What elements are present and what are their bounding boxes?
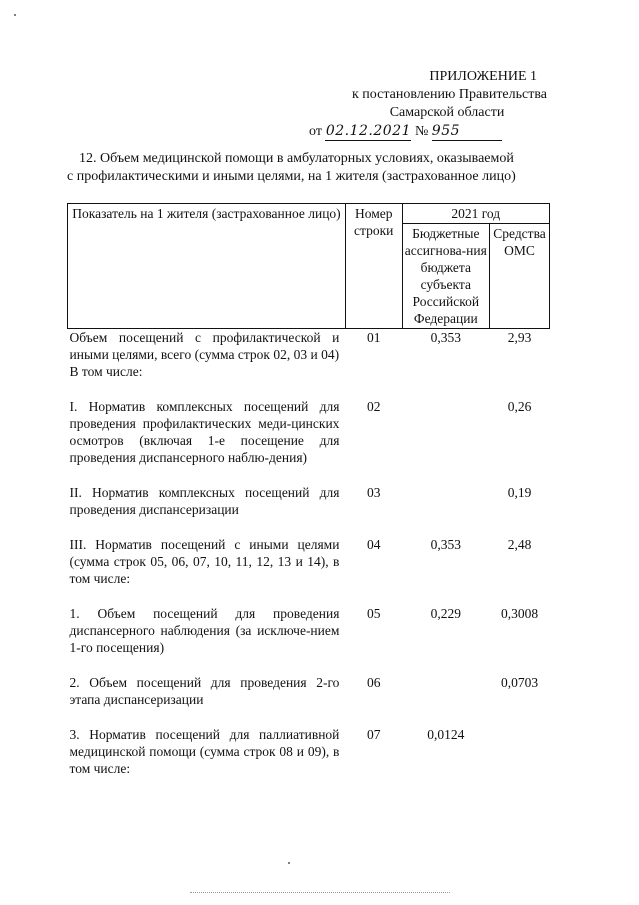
row-budget: 0,353 xyxy=(430,330,461,345)
row-number: 07 xyxy=(366,727,381,742)
title-line-2: с профилактическими и иными целями, на 1 жителя (застрахованное лицо) xyxy=(67,169,516,184)
row-label: 1. Объем посещений для проведения диспансерного наблюдения (за исключе-нием 1-го посещения) xyxy=(69,606,340,655)
region-line: Самарской области xyxy=(389,105,505,120)
handwritten-date: 02.12.2021 xyxy=(325,123,412,139)
row-budget xyxy=(402,674,490,708)
table-header-row xyxy=(68,204,550,224)
scan-speck xyxy=(14,14,16,16)
row-label: 3. Норматив посещений для паллиативной медицинской помощи (сумма строк 08 и 09), в том числе: xyxy=(69,727,340,776)
row-oms: 0,19 xyxy=(507,485,532,500)
header-oms: Средства ОМС xyxy=(490,224,550,329)
header-indicator: Показатель на 1 жителя (застрахованное лицо) xyxy=(68,204,346,329)
scan-edge-artifact xyxy=(190,892,450,893)
row-budget: 0,0124 xyxy=(427,727,465,742)
row-oms: 2,48 xyxy=(507,537,532,552)
row-oms xyxy=(490,726,550,777)
table-row xyxy=(68,605,550,656)
row-number: 06 xyxy=(366,675,381,690)
date-number-line xyxy=(287,122,547,141)
table-row xyxy=(68,536,550,587)
row-label: II. Норматив комплексных посещений для проведения диспансеризации xyxy=(69,485,340,517)
table-row xyxy=(68,398,550,466)
appendix-title: ПРИЛОЖЕНИЕ 1 xyxy=(429,69,537,84)
row-label: I. Норматив комплексных посещений для проведения профилактических меди-цинских осмотров (включая 1-е посещение для проведения диспансерного наблю-дения) xyxy=(69,399,340,465)
row-budget: 0,353 xyxy=(430,537,461,552)
row-oms: 0,0703 xyxy=(500,675,539,690)
header-budget: Бюджетные ассигнова-ния бюджета субъекта Российской Федерации xyxy=(402,224,490,329)
scan-speck xyxy=(288,862,290,864)
date-prefix: от xyxy=(309,124,322,139)
table-row xyxy=(68,674,550,708)
row-budget xyxy=(402,484,490,518)
row-number: 01 xyxy=(366,330,381,345)
row-budget xyxy=(402,398,490,466)
row-label: III. Норматив посещений с иными целями (сумма строк 05, 06, 07, 10, 11, 12, 13 и 14), в том числе: xyxy=(69,537,340,586)
handwritten-number: 955 xyxy=(432,122,502,141)
resolution-line: к постановлению Правительства xyxy=(351,87,547,102)
document-header xyxy=(287,68,547,141)
row-budget: 0,229 xyxy=(430,606,461,621)
row-label: Объем посещений с профилактической и иными целями, всего (сумма строк 02, 03 и 04) xyxy=(69,330,340,362)
table-row xyxy=(68,484,550,518)
table-row xyxy=(68,329,550,381)
row-sublabel: В том числе: xyxy=(69,364,143,379)
header-year: 2021 год xyxy=(402,204,549,224)
row-oms: 2,93 xyxy=(507,330,532,345)
table-row xyxy=(68,726,550,777)
title-line-1: 12. Объем медицинской помощи в амбулаторных условиях, оказываемой xyxy=(79,151,514,166)
row-oms: 0,3008 xyxy=(500,606,539,621)
row-oms: 0,26 xyxy=(507,399,532,414)
row-number: 02 xyxy=(366,399,381,414)
row-label: 2. Объем посещений для проведения 2-го этапа диспансеризации xyxy=(69,675,340,707)
row-number: 03 xyxy=(366,485,381,500)
header-row-number: Номер строки xyxy=(345,204,402,329)
volume-table xyxy=(67,203,550,777)
section-title xyxy=(67,150,557,186)
row-number: 05 xyxy=(366,606,381,621)
row-number: 04 xyxy=(366,537,381,552)
number-prefix: № xyxy=(414,124,429,139)
